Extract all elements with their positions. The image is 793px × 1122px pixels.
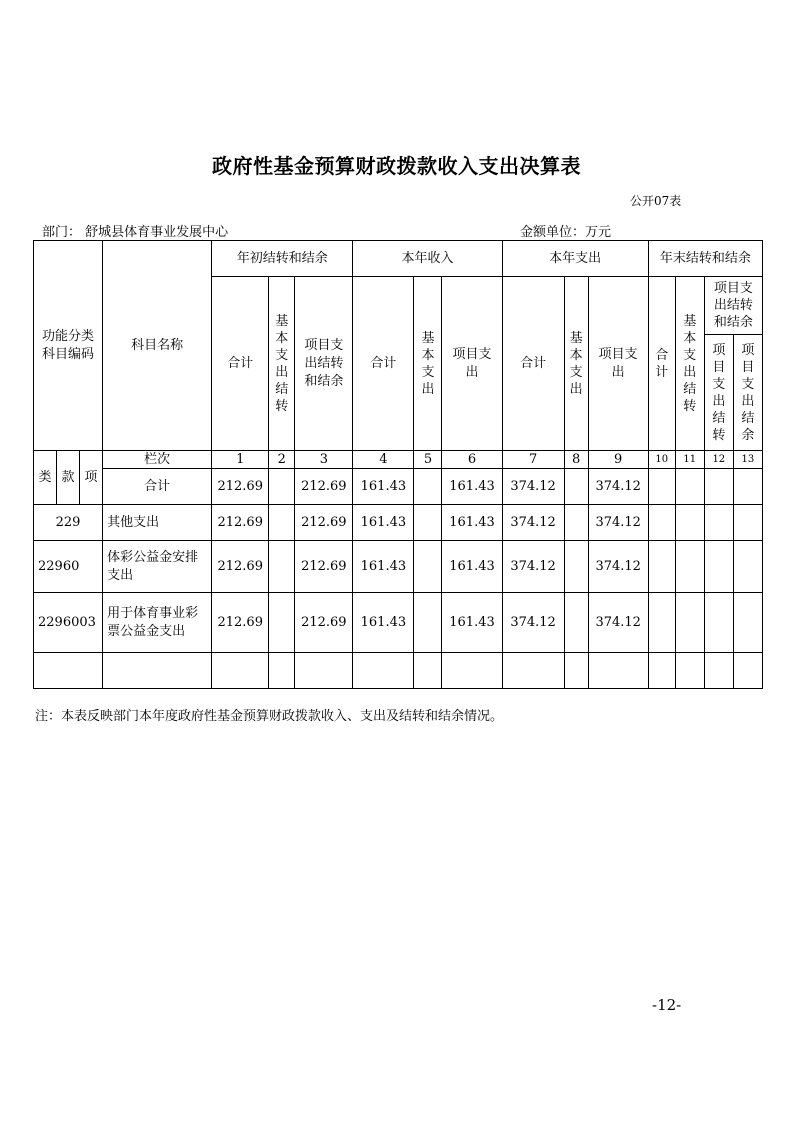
value-cell: [675, 593, 704, 653]
department-label: 部门： 舒城县体育事业发展中心: [42, 225, 229, 240]
value-cell: 212.69: [295, 593, 353, 653]
value-cell: 374.12: [502, 541, 564, 593]
group-end-header: 年末结转和结余: [648, 241, 762, 277]
value-cell: [414, 653, 442, 689]
value-cell: 161.43: [353, 593, 414, 653]
value-cell: [648, 505, 675, 541]
value-cell: [733, 469, 762, 505]
income-project-header: 项目支出: [442, 277, 502, 451]
column-no: 12: [704, 451, 733, 469]
group-income-header: 本年收入: [353, 241, 502, 277]
budget-table: [33, 240, 763, 689]
value-cell: [564, 469, 588, 505]
value-cell: [564, 653, 588, 689]
group-begin-header: 年初结转和结余: [212, 241, 353, 277]
value-cell: [704, 653, 733, 689]
value-cell: 212.69: [212, 541, 269, 593]
value-cell: [414, 541, 442, 593]
column-number-row: [34, 451, 763, 469]
value-cell: [733, 593, 762, 653]
value-cell: [295, 653, 353, 689]
subject-name-cell: 用于体育事业彩票公益金支出: [103, 593, 212, 653]
end-total-header: 合计: [648, 277, 675, 451]
value-cell: 161.43: [442, 541, 502, 593]
column-no: 8: [564, 451, 588, 469]
func-code-cell: 2296003: [34, 593, 103, 653]
table-note: 注：本表反映部门本年度政府性基金预算财政拨款收入、支出及结转和结余情况。: [35, 709, 504, 724]
end-project-carry-header: 项目支出结转: [704, 335, 733, 451]
value-cell: [704, 469, 733, 505]
value-cell: 212.69: [212, 505, 269, 541]
column-no: 9: [588, 451, 648, 469]
column-no: 6: [442, 451, 502, 469]
expense-project-header: 项目支出: [588, 277, 648, 451]
page-title: 政府性基金预算财政拨款收入支出决算表: [212, 154, 581, 178]
table-row: [34, 653, 763, 689]
value-cell: 212.69: [295, 469, 353, 505]
lei-header: 类: [34, 451, 57, 505]
value-cell: [675, 653, 704, 689]
column-no: 3: [295, 451, 353, 469]
value-cell: [733, 505, 762, 541]
value-cell: [414, 469, 442, 505]
value-cell: [648, 653, 675, 689]
value-cell: 212.69: [295, 541, 353, 593]
amount-unit-label: 金额单位：万元: [520, 225, 612, 240]
value-cell: [588, 653, 648, 689]
subject-name-cell: 其他支出: [103, 505, 212, 541]
table-row: [34, 505, 763, 541]
value-cell: [564, 593, 588, 653]
value-cell: [414, 593, 442, 653]
value-cell: [269, 653, 295, 689]
value-cell: [648, 469, 675, 505]
value-cell: [704, 541, 733, 593]
value-cell: [269, 469, 295, 505]
end-basic-carry-header: 基本支出结转: [675, 277, 704, 451]
kuan-header: 款: [57, 451, 80, 505]
form-number: 公开07表: [630, 194, 682, 208]
value-cell: [212, 653, 269, 689]
column-no-label: 栏次: [103, 451, 212, 469]
func-code-cell: 229: [34, 505, 103, 541]
income-total-header: 合计: [353, 277, 414, 451]
header-row-groups: [34, 241, 763, 277]
value-cell: [675, 505, 704, 541]
value-cell: [733, 653, 762, 689]
value-cell: [269, 505, 295, 541]
value-cell: 374.12: [588, 593, 648, 653]
value-cell: [675, 541, 704, 593]
begin-basic-carry-header: 基本支出结转: [269, 277, 295, 451]
value-cell: [269, 541, 295, 593]
value-cell: 161.43: [442, 593, 502, 653]
value-cell: 161.43: [353, 505, 414, 541]
value-cell: [704, 505, 733, 541]
value-cell: [564, 541, 588, 593]
value-cell: 374.12: [588, 469, 648, 505]
column-no: 11: [675, 451, 704, 469]
column-no: 7: [502, 451, 564, 469]
value-cell: [675, 469, 704, 505]
value-cell: 374.12: [588, 505, 648, 541]
value-cell: 212.69: [212, 469, 269, 505]
value-cell: [353, 653, 414, 689]
subject-name-cell: 体彩公益金安排支出: [103, 541, 212, 593]
func-code-cell: [34, 653, 103, 689]
column-no: 10: [648, 451, 675, 469]
value-cell: 212.69: [212, 593, 269, 653]
value-cell: 161.43: [353, 469, 414, 505]
column-no: 2: [269, 451, 295, 469]
table-row: [34, 541, 763, 593]
value-cell: [733, 541, 762, 593]
end-project-surplus-header: 项目支出结余: [733, 335, 762, 451]
value-cell: 374.12: [502, 593, 564, 653]
column-no: 13: [733, 451, 762, 469]
value-cell: [442, 653, 502, 689]
func-code-cell: 22960: [34, 541, 103, 593]
column-no: 5: [414, 451, 442, 469]
value-cell: [648, 541, 675, 593]
value-cell: 374.12: [502, 505, 564, 541]
end-project-carry-surplus-header: 项目支出结转和结余: [704, 277, 762, 335]
value-cell: 374.12: [588, 541, 648, 593]
column-no: 4: [353, 451, 414, 469]
table-row: [34, 593, 763, 653]
value-cell: 374.12: [502, 469, 564, 505]
value-cell: [648, 593, 675, 653]
value-cell: [269, 593, 295, 653]
subject-name-header: 科目名称: [103, 241, 212, 451]
value-cell: [704, 593, 733, 653]
table-row: [34, 469, 763, 505]
page-number: -12-: [652, 996, 682, 1014]
column-no: 1: [212, 451, 269, 469]
subject-name-cell: [103, 653, 212, 689]
value-cell: [502, 653, 564, 689]
value-cell: 161.43: [442, 469, 502, 505]
begin-project-carry-surplus-header: 项目支出结转和结余: [295, 277, 353, 451]
value-cell: 161.43: [353, 541, 414, 593]
expense-basic-header: 基本支出: [564, 277, 588, 451]
value-cell: [564, 505, 588, 541]
value-cell: [414, 505, 442, 541]
value-cell: 161.43: [442, 505, 502, 541]
subject-name-cell: 合计: [103, 469, 212, 505]
func-code-header: 功能分类科目编码: [34, 241, 103, 451]
xiang-header: 项: [80, 451, 103, 505]
expense-total-header: 合计: [502, 277, 564, 451]
income-basic-header: 基本支出: [414, 277, 442, 451]
value-cell: 212.69: [295, 505, 353, 541]
group-expense-header: 本年支出: [502, 241, 648, 277]
begin-total-header: 合计: [212, 277, 269, 451]
